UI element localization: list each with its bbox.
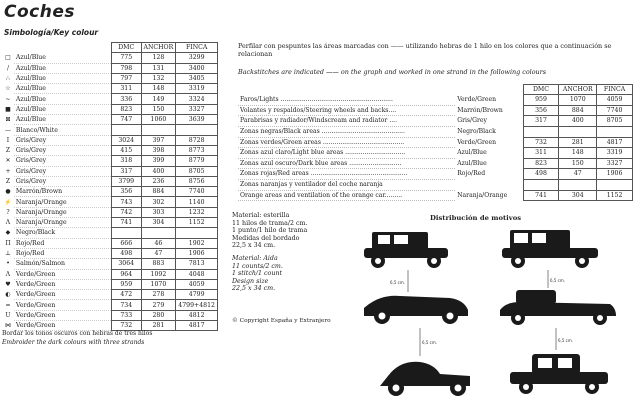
legend-row — [2, 207, 218, 217]
backstitch-dmc: 741 — [523, 190, 559, 201]
legend-symbol: ✕ — [5, 157, 11, 165]
spacing-label: 6,5 cm. — [550, 278, 565, 283]
legend-anchor: 131 — [141, 63, 176, 73]
backstitch-row — [238, 148, 633, 159]
material-line: Material: esterilla — [232, 212, 290, 219]
legend-row — [2, 248, 218, 258]
legend-anchor — [141, 228, 176, 238]
legend-finca: 4799 — [176, 290, 218, 300]
backstitch-color: Azul/Blue — [457, 159, 487, 167]
legend-finca: 8756 — [176, 176, 218, 186]
legend-finca: 4059 — [176, 279, 218, 289]
spacing-label: 6,5 cm. — [390, 280, 405, 285]
backstitch-finca: 8705 — [597, 116, 633, 127]
anchor-header: ANCHOR — [141, 43, 176, 53]
legend-row — [2, 94, 218, 104]
backstitch-dmc — [523, 127, 559, 138]
legend-anchor: 303 — [141, 207, 176, 217]
backstitch-finca: 3319 — [597, 148, 633, 159]
material-line: 11 hilos de trama/2 cm. — [232, 219, 308, 227]
backstitch-area: Parabrisas y radiador/Windscream and radiator .... — [238, 116, 455, 127]
legend-color-name: Gris/Grey — [14, 176, 112, 186]
legend-dmc: 797 — [111, 73, 141, 83]
backstitch-color: Marrón/Brown — [457, 106, 503, 114]
legend-anchor: 132 — [141, 73, 176, 83]
legend-symbol: + — [5, 167, 11, 175]
legend-color-name: Verde/Green — [14, 269, 112, 279]
legend-finca: 1902 — [176, 238, 218, 248]
legend-color-name: Verde/Green — [14, 279, 112, 289]
legend-dmc: 823 — [111, 104, 141, 114]
legend-dmc: 959 — [111, 279, 141, 289]
footnote-es: Bordar los tonos oscuros con hebras de tres hilos — [2, 330, 153, 337]
backstitch-finca: 1906 — [597, 169, 633, 180]
legend-symbol: ● — [5, 188, 11, 196]
backstitch-table — [238, 84, 633, 201]
legend-symbol: Z — [5, 178, 11, 185]
legend-anchor: 281 — [141, 321, 176, 331]
legend-finca: 1232 — [176, 207, 218, 217]
car-sedan-icon — [364, 232, 448, 268]
legend-anchor: 278 — [141, 290, 176, 300]
legend-finca: 4799+4812 — [176, 300, 218, 310]
legend-finca: 4817 — [176, 321, 218, 331]
legend-row — [2, 218, 218, 228]
legend-symbol: ~ — [5, 95, 11, 103]
legend-finca: 4812 — [176, 310, 218, 320]
backstitch-row — [238, 190, 633, 201]
distribution-title: Distribución de motivos — [430, 214, 522, 222]
legend-dmc: 3064 — [111, 259, 141, 269]
legend-anchor: 399 — [141, 156, 176, 166]
backstitch-color: Verde/Green — [457, 96, 497, 104]
legend-row — [2, 300, 218, 310]
legend-anchor — [141, 125, 176, 135]
legend-row — [2, 63, 218, 73]
legend-row — [2, 166, 218, 176]
legend-row — [2, 197, 218, 207]
backstitch-intro-en: Backstitches are indicated —— on the graph and worked in one strand in the following colours — [238, 68, 547, 76]
backstitch-dmc: 356 — [523, 105, 559, 116]
legend-color-name: Marrón/Brown — [14, 187, 112, 197]
backstitch-area: Zonas naranjas y ventilador del coche naranja — [238, 180, 455, 191]
legend-dmc: 415 — [111, 145, 141, 155]
car-limousine-icon — [502, 230, 598, 268]
legend-dmc: 472 — [111, 290, 141, 300]
legend-symbol: □ — [5, 54, 11, 62]
backstitch-finca — [597, 180, 633, 191]
legend-color-name: Azul/Blue — [14, 73, 112, 83]
legend-row — [2, 53, 218, 63]
backstitch-row — [238, 116, 633, 127]
legend-color-name: Verde/Green — [14, 290, 112, 300]
car-touring-icon — [500, 290, 616, 325]
backstitch-area: Orange areas and ventilation of the orange car......... — [238, 190, 455, 201]
legend-anchor: 302 — [141, 197, 176, 207]
legend-symbol: ? — [6, 208, 10, 216]
material-line: 22,5 x 34 cm. — [232, 242, 276, 250]
legend-symbol: — — [4, 126, 11, 134]
backstitch-dmc: 732 — [523, 137, 559, 148]
legend-anchor: 1070 — [141, 279, 176, 289]
legend-color-name: Gris/Grey — [14, 135, 112, 145]
legend-symbol: ⋈ — [4, 322, 11, 330]
legend-symbol: ◆ — [5, 229, 11, 237]
legend-dmc: 775 — [111, 53, 141, 63]
legend-finca: 7813 — [176, 259, 218, 269]
legend-finca: 3319 — [176, 84, 218, 94]
finca-header: FINCA — [597, 85, 633, 95]
legend-dmc: 3799 — [111, 176, 141, 186]
spacing-label: 6,5 cm. — [558, 338, 573, 343]
legend-dmc: 743 — [111, 197, 141, 207]
legend-finca: 4048 — [176, 269, 218, 279]
legend-dmc: 498 — [111, 248, 141, 258]
legend-symbol: ♥ — [5, 280, 11, 288]
backstitch-anchor: 150 — [559, 158, 597, 169]
legend-dmc: 742 — [111, 207, 141, 217]
legend-row — [2, 238, 218, 248]
legend-finca — [176, 228, 218, 238]
legend-anchor: 398 — [141, 145, 176, 155]
footnote-en: Embroider the dark colours with three strands — [2, 339, 145, 346]
legend-dmc: 741 — [111, 218, 141, 228]
backstitch-area: Zonas azul claro/Light blue areas ............................... — [238, 148, 455, 159]
legend-color-name: Azul/Blue — [14, 115, 112, 125]
copyright: © Copyright España y Extranjero — [232, 318, 331, 324]
legend-row — [2, 176, 218, 186]
material-line: 11 counts/2 cm. — [232, 262, 283, 270]
legend-anchor: 128 — [141, 53, 176, 63]
backstitch-area: Zonas rojas/Red areas .................................................. — [238, 169, 455, 180]
legend-color-name: Naranja/Orange — [14, 218, 112, 228]
legend-anchor: 149 — [141, 94, 176, 104]
legend-anchor: 397 — [141, 135, 176, 145]
legend-symbol: ■ — [5, 105, 11, 113]
material-line: Material: Aida — [232, 254, 278, 262]
legend-anchor: 279 — [141, 300, 176, 310]
legend-symbol: = — [5, 301, 11, 309]
backstitch-anchor: 1070 — [559, 95, 597, 106]
legend-finca: 8705 — [176, 166, 218, 176]
legend-finca: 8728 — [176, 135, 218, 145]
backstitch-area: Volantes y respaldos/Steering wheels and backs.... — [238, 105, 455, 116]
backstitch-dmc: 317 — [523, 116, 559, 127]
page-title: Coches — [4, 2, 75, 22]
backstitch-color: Verde/Green — [457, 138, 497, 146]
legend-symbol: / — [6, 64, 9, 72]
dmc-header: DMC — [111, 43, 141, 53]
legend-anchor: 47 — [141, 248, 176, 258]
backstitch-intro-es: Perfilar con pespuntes las áreas marcadas con —— utilizando hebras de 1 hilo en los colores que a continuación se relacionan — [238, 42, 612, 58]
material-line: 22,5 x 34 cm. — [232, 285, 276, 293]
legend-color-name: Naranja/Orange — [14, 197, 112, 207]
legend-finca: 8773 — [176, 145, 218, 155]
legend-finca: 1906 — [176, 248, 218, 258]
legend-color-name: Verde/Green — [14, 321, 112, 331]
legend-symbol: ⚡ — [4, 198, 12, 206]
backstitch-anchor: 148 — [559, 148, 597, 159]
backstitch-finca: 3327 — [597, 158, 633, 169]
backstitch-dmc: 311 — [523, 148, 559, 159]
legend-symbol: I — [6, 136, 10, 144]
backstitch-dmc: 498 — [523, 169, 559, 180]
backstitch-finca — [597, 127, 633, 138]
dmc-header: DMC — [523, 85, 559, 95]
legend-anchor: 148 — [141, 84, 176, 94]
legend-row — [2, 279, 218, 289]
legend-symbol: U — [5, 311, 11, 319]
legend-symbol: Λ — [5, 270, 11, 278]
backstitch-anchor: 400 — [559, 116, 597, 127]
backstitch-anchor — [559, 127, 597, 138]
legend-anchor: 150 — [141, 104, 176, 114]
legend-color-name: Rojo/Red — [14, 248, 112, 258]
legend-dmc: 336 — [111, 94, 141, 104]
legend-finca: 1140 — [176, 197, 218, 207]
finca-header: FINCA — [176, 43, 218, 53]
backstitch-finca: 4817 — [597, 137, 633, 148]
legend-row — [2, 135, 218, 145]
legend-symbol: ⊥ — [5, 250, 11, 258]
legend-dmc: 732 — [111, 321, 141, 331]
backstitch-area: Zonas negras/Black areas ........................................... — [238, 127, 455, 138]
backstitch-anchor: 281 — [559, 137, 597, 148]
material-line: 1 stitch/1 count — [232, 270, 282, 278]
material-line: 1 punto/1 hilo de trama — [232, 227, 308, 235]
backstitch-color: Naranja/Orange — [457, 191, 508, 199]
backstitch-area: Zonas verdes/Green areas .......................................... — [238, 137, 455, 148]
backstitch-anchor: 884 — [559, 105, 597, 116]
legend-row — [2, 269, 218, 279]
backstitch-area: Zonas azul oscuro/Dark blue areas ........................... — [238, 158, 455, 169]
backstitch-row — [238, 180, 633, 191]
legend-anchor: 884 — [141, 187, 176, 197]
legend-symbol: Z — [5, 147, 11, 155]
legend-finca — [176, 125, 218, 135]
material-line: Medidas del bordado — [232, 234, 300, 242]
legend-dmc: 666 — [111, 238, 141, 248]
backstitch-finca: 4059 — [597, 95, 633, 106]
legend-subtitle: Simbología/Key colour — [4, 28, 99, 37]
legend-dmc: 733 — [111, 310, 141, 320]
legend-dmc — [111, 228, 141, 238]
legend-row — [2, 84, 218, 94]
legend-color-name: Azul/Blue — [14, 63, 112, 73]
legend-symbol: Π — [5, 239, 11, 247]
legend-dmc: 318 — [111, 156, 141, 166]
legend-row — [2, 310, 218, 320]
legend-dmc: 798 — [111, 63, 141, 73]
legend-dmc: 3024 — [111, 135, 141, 145]
legend-row — [2, 104, 218, 114]
legend-anchor: 1060 — [141, 115, 176, 125]
backstitch-color: Gris/Grey — [457, 117, 487, 125]
legend-row — [2, 125, 218, 135]
legend-finca: 3405 — [176, 73, 218, 83]
legend-dmc: 747 — [111, 115, 141, 125]
backstitch-color — [455, 180, 523, 191]
legend-finca: 3639 — [176, 115, 218, 125]
legend-anchor: 883 — [141, 259, 176, 269]
legend-color-name: Salmón/Salmon — [14, 259, 112, 269]
backstitch-area: Faros/Lights .......................................................... — [238, 95, 455, 106]
motif-layout-diagram — [360, 224, 630, 404]
backstitch-color: Rojo/Red — [457, 170, 486, 178]
legend-color-name: Azul/Blue — [14, 53, 112, 63]
legend-row — [2, 187, 218, 197]
legend-symbol: ☆ — [5, 85, 11, 93]
legend-anchor: 400 — [141, 166, 176, 176]
backstitch-row — [238, 169, 633, 180]
car-coupe-icon — [380, 362, 470, 396]
legend-symbol: ⊠ — [5, 116, 11, 124]
backstitch-dmc — [523, 180, 559, 191]
car-saloon-icon — [510, 354, 608, 394]
legend-dmc: 356 — [111, 187, 141, 197]
materials-block — [232, 212, 332, 293]
legend-color-name: Blanco/White — [14, 125, 112, 135]
car-roadster-icon — [364, 296, 468, 324]
legend-anchor: 1092 — [141, 269, 176, 279]
backstitch-row — [238, 105, 633, 116]
legend-finca: 8779 — [176, 156, 218, 166]
color-key-table — [2, 42, 218, 331]
legend-anchor: 280 — [141, 310, 176, 320]
legend-color-name: Negro/Black — [14, 228, 112, 238]
legend-dmc: 311 — [111, 84, 141, 94]
legend-color-name: Gris/Grey — [14, 156, 112, 166]
legend-anchor: 304 — [141, 218, 176, 228]
spacing-label: 6,5 cm. — [422, 340, 437, 345]
legend-row — [2, 145, 218, 155]
legend-dmc: 964 — [111, 269, 141, 279]
legend-color-name: Verde/Green — [14, 300, 112, 310]
legend-row — [2, 115, 218, 125]
backstitch-dmc: 959 — [523, 95, 559, 106]
backstitch-anchor — [559, 180, 597, 191]
legend-finca: 7740 — [176, 187, 218, 197]
backstitch-color: Azul/Blue — [457, 149, 487, 157]
legend-symbol: Λ — [5, 219, 11, 227]
backstitch-row — [238, 127, 633, 138]
legend-dmc — [111, 125, 141, 135]
legend-finca: 3324 — [176, 94, 218, 104]
legend-symbol: ∴ — [6, 75, 10, 83]
legend-finca: 3400 — [176, 63, 218, 73]
legend-anchor: 46 — [141, 238, 176, 248]
backstitch-dmc: 823 — [523, 158, 559, 169]
legend-color-name: Azul/Blue — [14, 94, 112, 104]
legend-row — [2, 73, 218, 83]
legend-color-name: Azul/Blue — [14, 84, 112, 94]
legend-symbol: ◐ — [5, 291, 11, 299]
backstitch-row — [238, 95, 633, 106]
legend-dmc: 317 — [111, 166, 141, 176]
backstitch-anchor: 304 — [559, 190, 597, 201]
legend-color-name: Rojo/Red — [14, 238, 112, 248]
legend-row — [2, 259, 218, 269]
legend-dmc: 734 — [111, 300, 141, 310]
legend-row — [2, 228, 218, 238]
material-line: Design size — [232, 277, 269, 285]
backstitch-row — [238, 158, 633, 169]
legend-row — [2, 156, 218, 166]
legend-anchor: 236 — [141, 176, 176, 186]
backstitch-row — [238, 137, 633, 148]
backstitch-color: Negro/Black — [457, 128, 496, 136]
legend-finca: 1152 — [176, 218, 218, 228]
backstitch-finca: 7740 — [597, 105, 633, 116]
anchor-header: ANCHOR — [559, 85, 597, 95]
legend-color-name: Verde/Green — [14, 310, 112, 320]
legend-finca: 3299 — [176, 53, 218, 63]
legend-color-name: Gris/Grey — [14, 145, 112, 155]
legend-color-name: Azul/Blue — [14, 104, 112, 114]
legend-finca: 3327 — [176, 104, 218, 114]
legend-row — [2, 290, 218, 300]
legend-color-name: Naranja/Orange — [14, 207, 112, 217]
legend-symbol: • — [6, 260, 10, 268]
legend-color-name: Gris/Grey — [14, 166, 112, 176]
backstitch-finca: 1152 — [597, 190, 633, 201]
backstitch-anchor: 47 — [559, 169, 597, 180]
